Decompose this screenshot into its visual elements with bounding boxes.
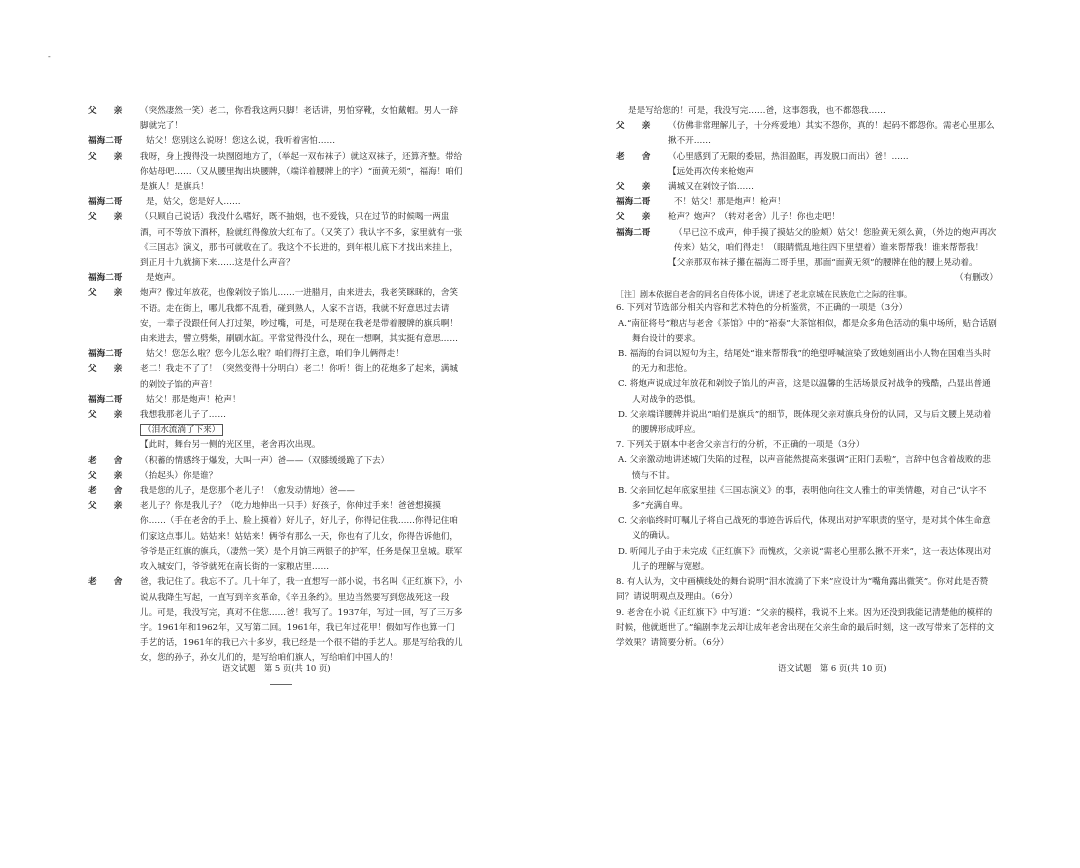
dialogue-line xyxy=(88,484,463,499)
speech-text: 不！姑父！那是炮声！枪声！ xyxy=(674,197,786,208)
speech-text: 满城又在剁饺子馅…… xyxy=(668,182,754,193)
speech-text: （抬起头）你是谁？ xyxy=(140,470,218,481)
dialogue-line xyxy=(88,408,463,423)
speaker-name: 父 亲 xyxy=(616,182,651,193)
speech-text: 是，姑父，您是好人…… xyxy=(146,197,241,208)
speech-text: 我想我那老儿子了…… xyxy=(140,410,226,421)
dialogue-line xyxy=(88,469,463,484)
dialogue-line xyxy=(88,575,463,666)
stage-direction: 【 远处再次传来枪炮声 xyxy=(616,165,998,180)
speech-text: 姑父！您别这么说呀！您这么说，我听着害怕…… xyxy=(146,136,336,147)
speaker-name: 父 亲 xyxy=(88,212,123,223)
speaker-name: 福海二哥 xyxy=(616,227,651,238)
speech-text: 姑父！您怎么啦？您今儿怎么啦？咱们得打主意，咱们争儿俩得走！ xyxy=(146,349,404,360)
right-dialogue-block-2 xyxy=(616,180,998,256)
dialogue-line xyxy=(616,150,998,165)
right-page xyxy=(616,104,998,868)
speech-text: 老二！我走不了了！（突然变得十分明白）老二！你听！街上的花炮多了起来，满城的剁饺子馅的声音！ xyxy=(140,364,458,390)
speaker-name: 父 亲 xyxy=(88,151,123,162)
left-page xyxy=(88,104,463,868)
speaker-name: 父 亲 xyxy=(616,212,651,223)
dialogue-line xyxy=(616,226,998,256)
divider xyxy=(270,684,292,685)
speaker-name: 福海二哥 xyxy=(88,394,123,405)
question-option: D. 父亲端详腰牌并说出“咱们是旗兵”的细节，既体现父亲对旗兵身份的认同，又与后文腰上晃动着的腰牌形成呼应。 xyxy=(618,409,992,436)
speaker-name: 福海二哥 xyxy=(616,197,651,208)
dialogue-line xyxy=(88,347,463,362)
speaker-name: 父 亲 xyxy=(88,501,123,512)
dialogue-line xyxy=(88,104,463,134)
speech-text: 老儿子？你是我儿子？（吃力地伸出一只手）好孩子，你伸过手来！爸爸想摸摸你……（手在老舍的手上、脸上摸着）好儿子，好儿子，你得记住我……你得记住咱们家这点事儿。姑姑来！姑姑来！俩爷有那么一天，你也有了儿女，你得告诉他们，爷爷是正红旗的旗兵，（凄然一笑）是个月饷三两银子的护军，任务是保卫皇城。联军攻入城安门，爷爷就死在南长街的一家粮店里…… xyxy=(140,501,463,573)
footnote: ［注］剧本依据自老舍的同名自传体小说，讲述了老北京城在民族危亡之际的往事。 xyxy=(616,290,912,300)
dialogue-line xyxy=(616,195,998,210)
stray-mark: - xyxy=(48,52,51,61)
speech-text: （积蓄的情感终于爆发，大叫一声）爸——（双膝缓缓跪了下去） xyxy=(140,455,390,466)
dialogue-line xyxy=(88,286,463,347)
dialogue-line xyxy=(88,195,463,210)
question-option: B. 父亲回忆起年底家里挂《三国志演义》的事，表明他向往文人雅士的审美情趣，对自己“认字不多”充满自卑。 xyxy=(618,485,987,512)
continued-speech: 是是写给您的！可是，我没写完……爸，这事怨我，也不都怨我…… xyxy=(628,106,886,116)
question-option: D. 听闻儿子由于未完成《正红旗下》而愧疚，父亲说“需老心里那么揪不开来”，这一表达体现出对儿子的理解与宽慰。 xyxy=(618,546,992,572)
underlined-stage-direction: （泪水流淌了下来） xyxy=(140,424,223,436)
speech-text: （心里感到了无限的委屈，热泪盈眶，再发脱口而出）爸！…… xyxy=(668,151,909,162)
dialogue-line xyxy=(88,362,463,392)
left-page-footer: 语文试题 第 5 页(共 10 页) xyxy=(222,663,331,673)
dialogue-line xyxy=(88,454,463,469)
speech-text: 我呀，身上搜得没一块囫囵地方了，（举起一双布袜子）就这双袜子，还算齐整。带给你姑母吧……（又从腰里掏出块腰牌，（端详着腰牌上的字）“面黄无须”，福海！咱们是旗人！是旗兵！ xyxy=(140,151,463,193)
speech-text: 爸，我记住了。我忘不了。几十年了，我一直想写一部小说，书名叫《正红旗下》，小说从我降生写起，一直写到辛亥革命，《辛丑条约》。里边当然要写到您战死这一段儿。可是，我没写完，真对不住您……爸！我写了。1937年，写过一回，写了三万多字。1961年和1962年，又写第二回。1961年，我已年过花甲！假如写作也算一门手艺的话，1961年的我已六十多岁，我已经是一个很不错的手艺人。那是写给我的儿女，您的孙子，孙女儿们的，是写给咱们旗人，写给咱们中国人的！ xyxy=(140,577,463,664)
speaker-name: 老 舍 xyxy=(88,577,123,588)
questions-block xyxy=(616,301,998,651)
speech-text: 是炮声。 xyxy=(146,273,181,284)
dialogue-line xyxy=(616,119,998,149)
speaker-name: 福海二哥 xyxy=(88,273,123,284)
right-page-footer: 语文试题 第 6 页(共 10 页) xyxy=(778,663,887,673)
dialogue-line xyxy=(88,134,463,149)
left-dialogue-block-2 xyxy=(88,454,463,667)
speaker-name: 父 亲 xyxy=(88,106,123,116)
left-dialogue-block xyxy=(88,104,463,423)
speech-text: （只顾自己说话）我没什么嗜好，既不抽烟，也不爱钱，只在过节的时候喝一两盅酒，可不等放下酒杯，脸就红得像放大红布了。（又笑了）我认字不多，家里就有一张《三国志》演义，那书可就收在了。我这个不长进的，到年根儿底下才找出来挂上，到正月十九就摘下来……这是什么声音？ xyxy=(140,212,463,269)
speaker-name: 父 亲 xyxy=(88,410,123,421)
question-stem: 8. 有人认为，文中画横线处的舞台说明“泪水流淌了下来”应设计为“嘴角露出微笑”。你对此是否赞同？请说明观点及理由。（6分） xyxy=(616,577,989,603)
source-note: （有删改） xyxy=(955,273,998,284)
right-dialogue-block xyxy=(616,119,998,165)
dialogue-line xyxy=(88,210,463,271)
question-option: C. 将炮声说成过年放花和剁饺子馅儿的声音，这是以温馨的生活场景反衬战争的残酷，凸显出普通人对战争的恐惧。 xyxy=(618,379,991,405)
question-option: B. 福海的台词以短句为主，结尾处“谁来帮帮我”的绝望呼喊渲染了致她刻画出小人物在国难当头时的无力和悲怆。 xyxy=(618,349,991,375)
stage-direction: 【 此时，舞台另一侧的光区里，老舍再次出现。 xyxy=(88,438,463,453)
dialogue-line xyxy=(616,210,998,225)
dialogue-line xyxy=(88,271,463,286)
speaker-name: 父 亲 xyxy=(616,121,651,132)
speaker-name: 老 舍 xyxy=(88,486,123,497)
speaker-name: 父 亲 xyxy=(88,364,123,375)
question-option: A.“南征将号”粮店与老舍《茶馆》中的“裕泰”大茶馆相似，都是众多角色活动的集中场所，贴合话剧舞台设计的要求。 xyxy=(618,318,997,344)
speech-text: 姑父！那是炮声！枪声！ xyxy=(146,394,241,405)
speaker-name: 父 亲 xyxy=(88,288,123,299)
speaker-name: 福海二哥 xyxy=(88,349,123,360)
dialogue-line xyxy=(88,150,463,196)
speech-text: （突然凄然一笑）老二，你看我这两只脚！老话讲，男怕穿靴，女怕戴帽。男人一辞脚就完了！ xyxy=(140,106,458,132)
tearful-stage-direction xyxy=(88,423,463,438)
speaker-name: 老 舍 xyxy=(88,455,123,466)
speaker-name: 父 亲 xyxy=(88,470,123,481)
stage-direction: 【 父亲那双布袜子攥在福海二哥手里，那面“面黄无须”的腰牌在他的腰上晃动着。 xyxy=(616,256,998,271)
question-option: C. 父亲临终时叮嘱儿子将自己战死的事迹告诉后代，体现出对护军职责的坚守，是对其个体生命意义的确认。 xyxy=(618,516,991,542)
question-stem: 6. 下列对节选部分相关内容和艺术特色的分析鉴赏，不正确的一项是（3分） xyxy=(616,303,908,314)
speech-text: 我是您的儿子，是您那个老儿子！（愈发动情地）爸—— xyxy=(140,486,355,497)
dialogue-line xyxy=(88,499,463,575)
question-stem: 7. 下列关于剧本中老舍父亲言行的分析，不正确的一项是（3分） xyxy=(616,440,865,451)
dialogue-line xyxy=(616,180,998,195)
question-option: A. 父亲激动地讲述城门失陷的过程，以声音能然提高来强调“正阳门丢啦”，言辞中包含着战败的悲愤与不甘。 xyxy=(618,455,991,481)
speech-text: （早已泣不成声，伸手摸了摸姑父的脸颊）姑父！您脸黄无须么黄，（外边的炮声再次传来）姑父，咱们得走！（眼睛慌乱地往四下里望着）谁来帮帮我！谁来帮帮我！ xyxy=(674,227,997,253)
dialogue-line xyxy=(88,393,463,408)
speech-text: 枪声？炮声？（转对老舍）儿子！你也走吧！ xyxy=(668,212,840,223)
speech-text: 炮声？像过年放花，也像剁饺子馅儿……一进腊月，由来进去，我老笑眯眯的，舍笑不语。走在街上，哪儿我都不乱看，碰到熟人，人家不言语，我就不好意思过去请安，一辈子没跟任何人打过架，吵过嘴，可是，可是现在我老是带着腰牌的旗兵啊！由来进去，譬立劈柴，刷刷水缸。平常觉得没什么，现在一想啊，其实挺有意思…… xyxy=(140,288,458,345)
speaker-name: 福海二哥 xyxy=(88,197,123,208)
speaker-name: 老 舍 xyxy=(616,151,651,162)
speech-text: （仿佛非常理解儿子，十分疼爱地）其实不怨你，真的！起码不都怨你。需老心里那么揪不开…… xyxy=(668,121,995,147)
speaker-name: 福海二哥 xyxy=(88,136,123,147)
question-stem: 9. 老舍在小说《正红旗下》中写道：“父亲的模样，我说不上来。因为还没到我能记清楚他的模样的时候，他就逝世了。”编剧李龙云却让成年老舍出现在父亲生命的最后时刻，这一改写带来了怎样的文学效果？请简要分析。（6分） xyxy=(616,607,995,648)
